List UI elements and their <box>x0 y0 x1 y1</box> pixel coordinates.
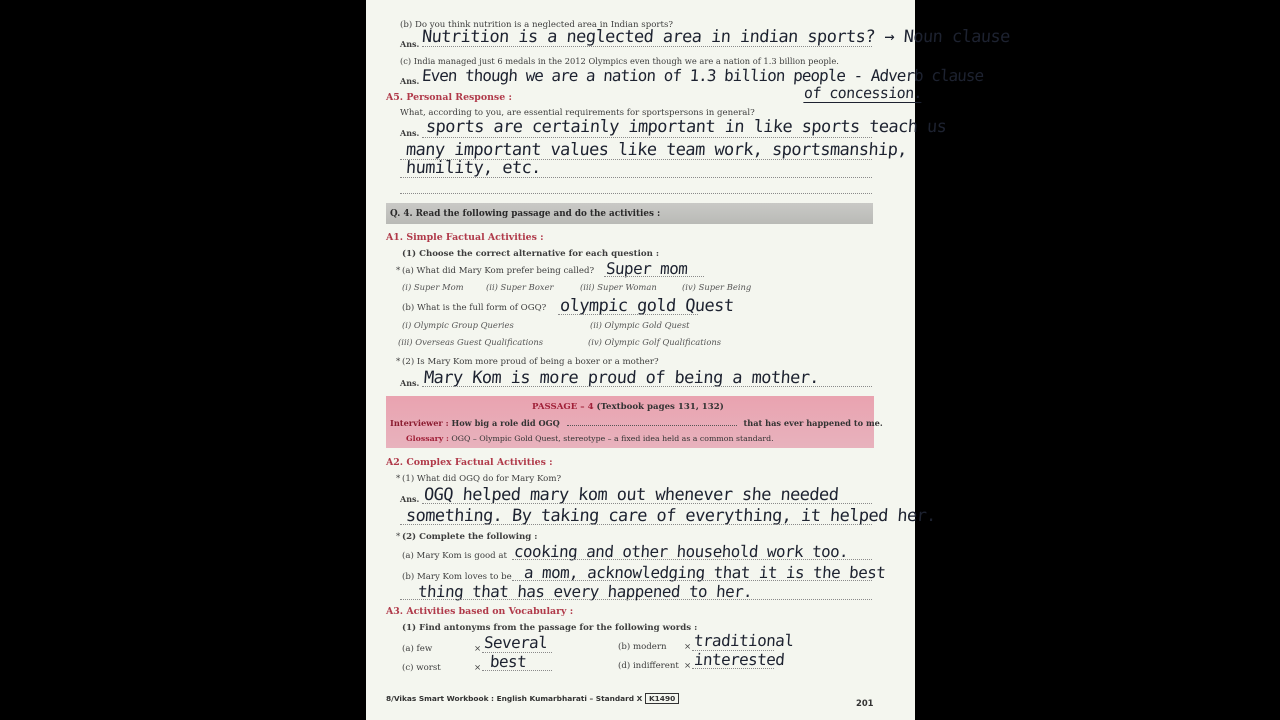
handwritten-answer: many important values like team work, sportsmanship, <box>405 140 908 160</box>
footer-title: 8/Vikas Smart Workbook : English Kumarbharati – Standard X <box>386 694 643 703</box>
option: (i) Olympic Group Queries <box>402 320 514 330</box>
vocab-word: (d) indifferent <box>618 661 679 671</box>
answer-line <box>422 386 872 387</box>
option: (i) Super Mom <box>402 282 464 292</box>
footer-code: K1490 <box>645 693 679 704</box>
times-sign: × <box>684 661 692 671</box>
answer-line <box>400 599 872 600</box>
page-number: 201 <box>856 698 874 708</box>
option: (ii) Olympic Gold Quest <box>590 320 690 330</box>
section-heading-a3: A3. Activities based on Vocabulary : <box>386 606 574 617</box>
handwritten-answer: a mom, acknowledging that it is the best <box>523 563 886 582</box>
instruction: (1) Choose the correct alternative for each question : <box>402 249 660 259</box>
passage-pages: (Textbook pages 131, 132) <box>596 402 724 412</box>
answer-line <box>692 668 774 669</box>
times-sign: × <box>474 644 482 654</box>
answer-line <box>512 580 872 581</box>
answer-line <box>482 670 552 671</box>
option: (iv) Super Being <box>682 282 752 292</box>
option: (iii) Overseas Guest Qualifications <box>398 337 544 347</box>
option: (iv) Olympic Golf Qualifications <box>588 337 722 347</box>
option: (ii) Super Boxer <box>486 282 554 292</box>
vocab-word: (c) worst <box>402 663 441 673</box>
ans-label: Ans. <box>400 39 420 49</box>
instruction: (2) Complete the following : <box>402 532 538 542</box>
handwritten-answer: interested <box>693 650 786 669</box>
question: (a) Mary Kom is good at <box>402 551 507 561</box>
section-heading-a1: A1. Simple Factual Activities : <box>386 232 544 243</box>
question: (b) Mary Kom loves to be <box>402 572 512 582</box>
ans-label: Ans. <box>400 378 420 388</box>
passage-title: PASSAGE – 4 <box>532 402 594 412</box>
handwritten-answer: Mary Kom is more proud of being a mother. <box>423 368 820 388</box>
question: (2) Is Mary Kom more proud of being a boxer or a mother? <box>402 357 659 367</box>
handwritten-answer: Nutrition is a neglected area in indian sports? → Noun clause <box>421 27 1011 47</box>
handwritten-answer: OGQ helped mary kom out whenever she needed <box>423 485 840 505</box>
glossary-text: OGQ – Olympic Gold Quest, stereotype – a fixed idea held as a common standard. <box>451 434 774 443</box>
interviewer-text: How big a role did OGQ <box>451 418 560 428</box>
glossary-label: Glossary : <box>406 434 449 443</box>
instruction: (1) Find antonyms from the passage for the following words : <box>402 623 698 633</box>
question: (b) What is the full form of OGQ? <box>402 303 547 313</box>
workbook-page <box>366 0 1011 720</box>
section-heading-a2: A2. Complex Factual Activities : <box>386 457 553 468</box>
handwritten-answer: traditional <box>693 631 795 650</box>
ans-label: Ans. <box>400 76 420 86</box>
handwritten-answer: olympic gold Quest <box>559 296 735 316</box>
glossary-line <box>406 434 774 443</box>
handwritten-answer: something. By taking care of everything, it helped her. <box>405 506 937 526</box>
answer-line <box>422 46 872 47</box>
answer-line <box>558 314 698 315</box>
answer-line <box>512 559 872 560</box>
answer-line <box>400 524 872 525</box>
question: What, according to you, are essential requirements for sportspersons in general? <box>400 108 755 118</box>
handwritten-answer: thing that has every happened to her. <box>417 582 753 601</box>
handwritten-answer: humility, etc. <box>405 158 542 178</box>
star-mark: * <box>396 266 401 276</box>
handwritten-answer: sports are certainly important in like sports teach us <box>425 117 947 137</box>
times-sign: × <box>684 642 692 652</box>
ans-label: Ans. <box>400 128 420 138</box>
footer-text <box>386 694 679 703</box>
interviewer-blank <box>567 425 737 426</box>
question: (1) What did OGQ do for Mary Kom? <box>402 474 562 484</box>
star-mark: * <box>396 532 401 542</box>
vocab-word: (b) modern <box>618 642 667 652</box>
vocab-word: (a) few <box>402 644 433 654</box>
star-mark: * <box>396 474 401 484</box>
answer-line <box>400 193 872 194</box>
option: (iii) Super Woman <box>580 282 657 292</box>
handwritten-answer: Several <box>483 633 548 652</box>
section-heading-a5: A5. Personal Response : <box>386 92 512 103</box>
ans-label: Ans. <box>400 494 420 504</box>
answer-line <box>400 177 872 178</box>
answer-line <box>604 276 704 277</box>
handwritten-answer: of concession. <box>803 84 923 102</box>
answer-line <box>422 503 872 504</box>
question-c: (c) India managed just 6 medals in the 2012 Olympics even though we are a nation of 1.3 billion people. <box>400 56 839 66</box>
interviewer-label: Interviewer : <box>390 418 449 428</box>
interviewer-line <box>390 418 883 428</box>
times-sign: × <box>474 663 482 673</box>
answer-line <box>422 137 872 138</box>
interviewer-tail: that has ever happened to me. <box>743 418 883 428</box>
passage-title-row <box>532 402 724 412</box>
handwritten-answer: Super mom <box>605 259 688 278</box>
star-mark: * <box>396 357 401 367</box>
question-b: (b) Do you think nutrition is a neglected area in Indian sports? <box>400 20 673 30</box>
q4-heading: Q. 4. Read the following passage and do the activities : <box>390 209 661 219</box>
handwritten-answer: cooking and other household work too. <box>513 542 849 561</box>
question: (a) What did Mary Kom prefer being called? <box>402 266 595 276</box>
handwritten-answer: Even though we are a nation of 1.3 billion people - Adverb clause <box>421 66 984 85</box>
handwritten-answer: best <box>489 652 527 671</box>
